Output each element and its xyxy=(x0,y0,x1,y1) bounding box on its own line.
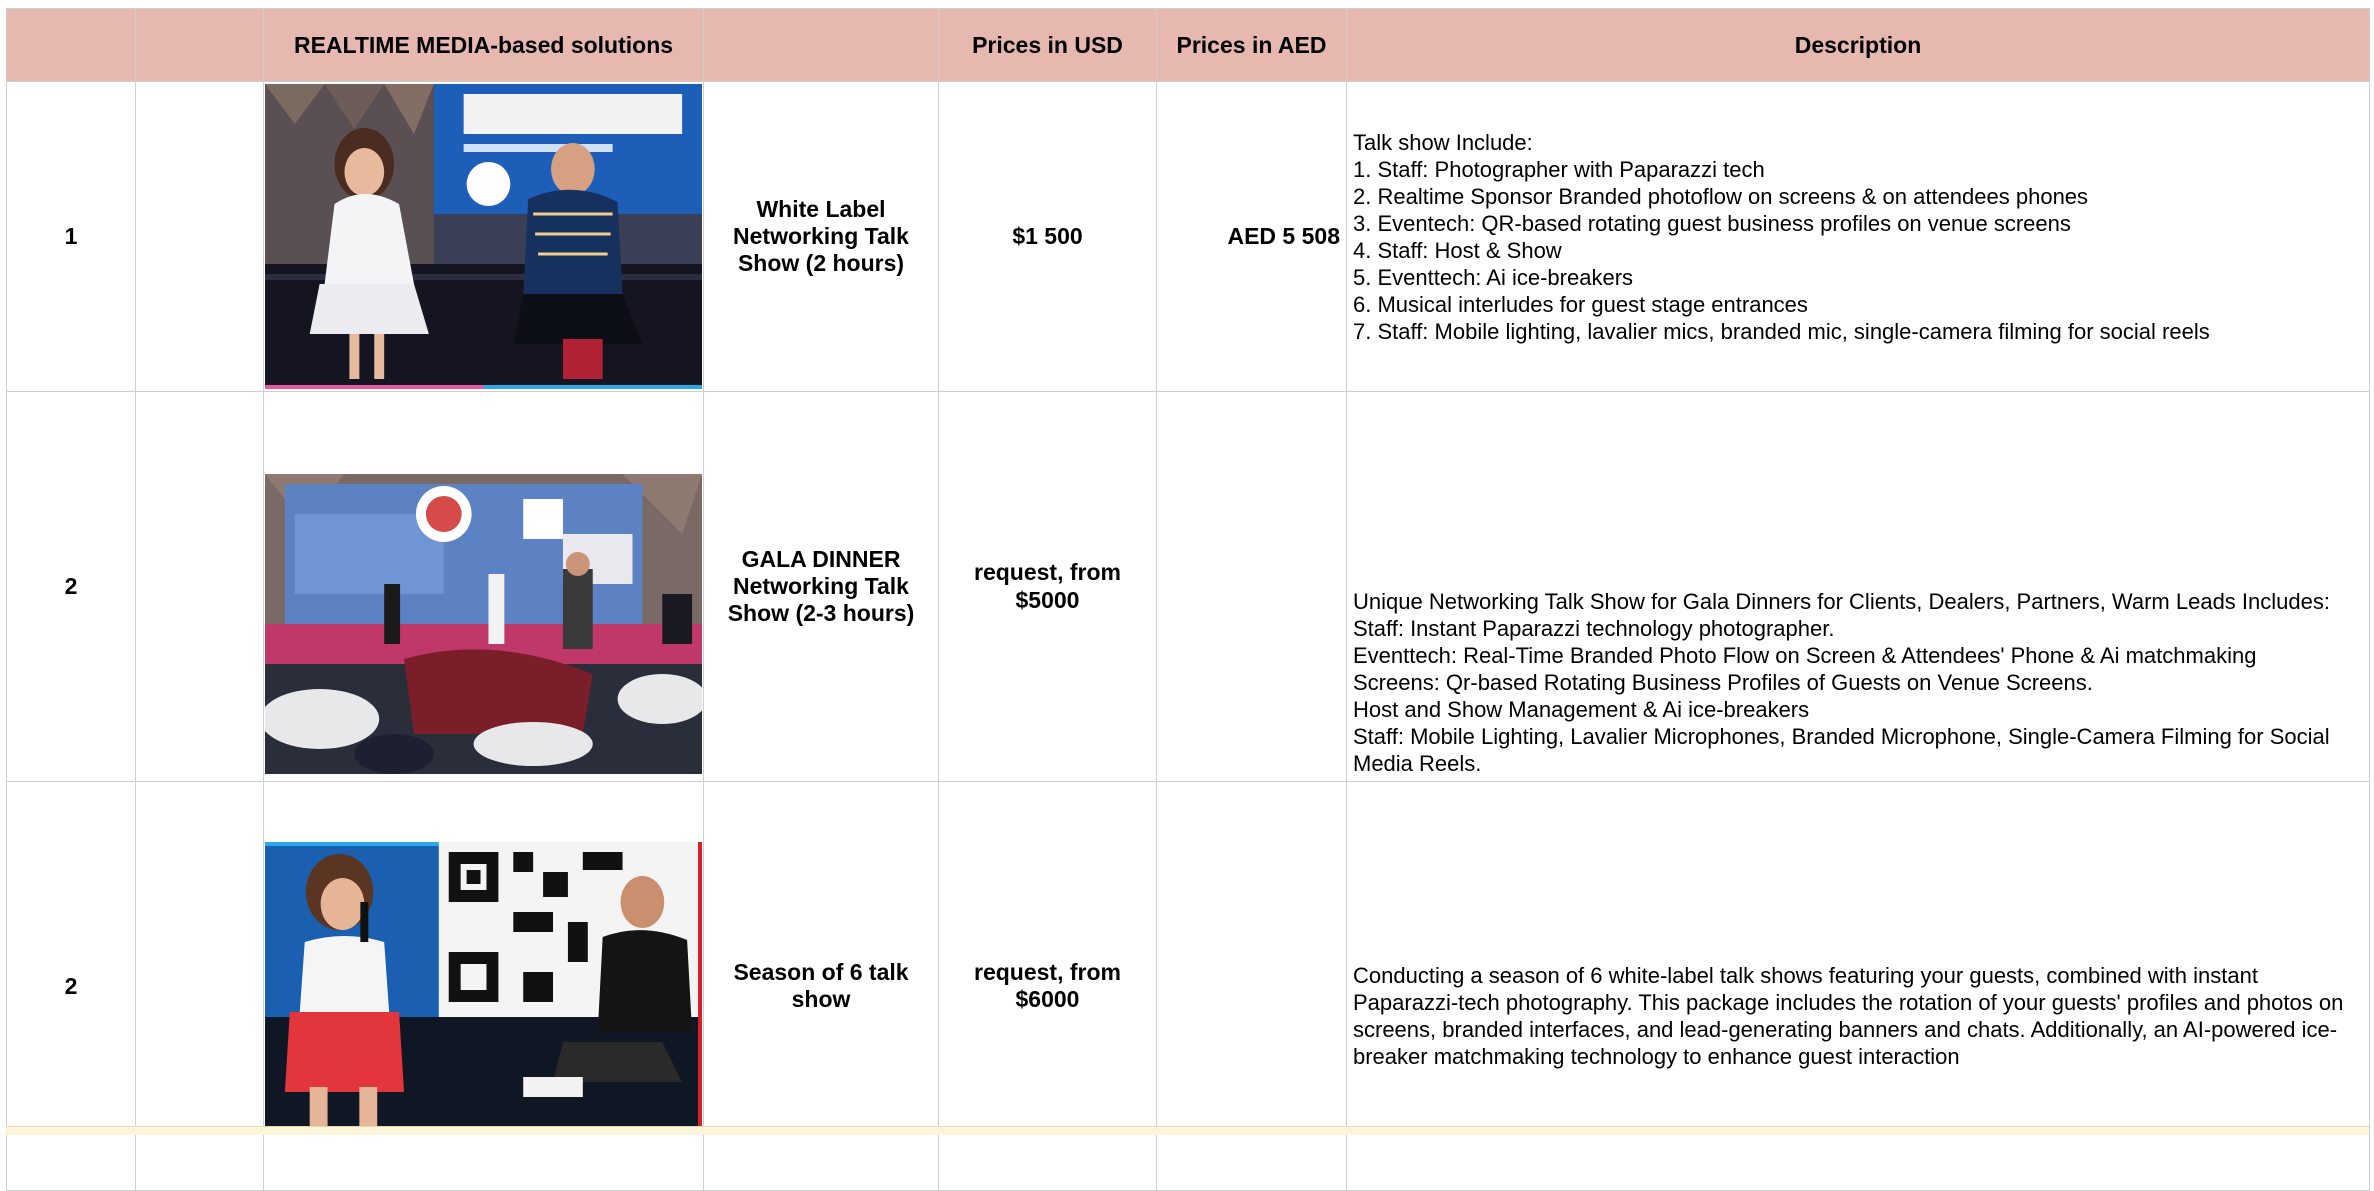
empty-cell[interactable] xyxy=(136,82,264,392)
row-number[interactable]: 2 xyxy=(7,392,136,782)
description-line: 7. Staff: Mobile lighting, lavalier mics, branded mic, single-camera filming for social reels xyxy=(1353,318,2210,344)
header-solutions[interactable]: REALTIME MEDIA-based solutions xyxy=(264,9,704,82)
description-line: 4. Staff: Host & Show xyxy=(1353,237,1562,263)
description-line: 2. Realtime Sponsor Branded photoflow on screens & on attendees phones xyxy=(1353,183,2089,209)
solution-name[interactable]: GALA DINNER Networking Talk Show (2-3 hours) xyxy=(704,392,939,782)
description-line: 3. Eventech: QR-based rotating guest business profiles on venue screens xyxy=(1353,210,2071,236)
solution-name[interactable]: White Label Networking Talk Show (2 hours) xyxy=(704,82,939,392)
row-number[interactable]: 1 xyxy=(7,82,136,392)
description-cell[interactable] xyxy=(1347,82,2370,392)
header-prices-aed[interactable]: Prices in AED xyxy=(1157,9,1347,82)
table-row xyxy=(7,82,2370,392)
description-line: 6. Musical interludes for guest stage entrances xyxy=(1353,291,1808,317)
gala-dinner-venue-photo-icon xyxy=(265,474,702,774)
talk-show-qr-screen-photo-icon xyxy=(265,842,702,1130)
header-row xyxy=(7,9,2370,82)
price-aed[interactable] xyxy=(1157,392,1347,782)
description-line: Staff: Mobile Lighting, Lavalier Microphones, Branded Microphone, Single-Camera Filming for Social Media Reels. xyxy=(1353,724,2330,776)
description-line: Conducting a season of 6 white-label talk shows featuring your guests, combined with instant Paparazzi-tech photography. This package includes the rotation of your guests' profiles and photos on screens, branded interfaces, and lead-generating banners and chats. Additionally, an AI-powered ice-breaker matchmaking technology to enhance guest interaction xyxy=(1353,963,2344,1069)
table-row xyxy=(7,392,2370,782)
price-usd[interactable]: $1 500 xyxy=(939,82,1157,392)
description-line: Staff: Instant Paparazzi technology photographer. xyxy=(1353,616,1835,641)
description-line: Host and Show Management & Ai ice-breakers xyxy=(1353,697,1810,722)
price-usd[interactable]: request, from $6000 xyxy=(939,782,1157,1191)
header-cell-a[interactable] xyxy=(7,9,136,82)
solution-name[interactable]: Season of 6 talk show xyxy=(704,782,939,1191)
header-cell-b[interactable] xyxy=(136,9,264,82)
description-cell[interactable] xyxy=(1347,392,2370,782)
description-line: 1. Staff: Photographer with Paparazzi tech xyxy=(1353,156,1765,182)
image-cell[interactable] xyxy=(264,392,704,782)
image-cell[interactable] xyxy=(264,82,704,392)
description-line: Unique Networking Talk Show for Gala Dinners for Clients, Dealers, Partners, Warm Leads Includes: xyxy=(1353,589,2330,614)
pricing-sheet xyxy=(6,8,2370,1191)
header-cell-d[interactable] xyxy=(704,9,939,82)
price-aed[interactable]: AED 5 508 xyxy=(1157,82,1347,392)
header-prices-usd[interactable]: Prices in USD xyxy=(939,9,1157,82)
header-description[interactable]: Description xyxy=(1347,9,2370,82)
talk-show-stage-photo-icon xyxy=(265,84,702,389)
empty-cell[interactable] xyxy=(136,392,264,782)
description-line: Screens: Qr-based Rotating Business Profiles of Guests on Venue Screens. xyxy=(1353,670,2093,695)
description-line: 5. Eventtech: Ai ice-breakers xyxy=(1353,264,1634,290)
description-line: Talk show Include: xyxy=(1353,129,1533,155)
row-number[interactable]: 2 xyxy=(7,782,136,1191)
price-usd[interactable]: request, from $5000 xyxy=(939,392,1157,782)
description-line: Eventtech: Real-Time Branded Photo Flow on Screen & Attendees' Phone & Ai matchmaking xyxy=(1353,643,2257,668)
